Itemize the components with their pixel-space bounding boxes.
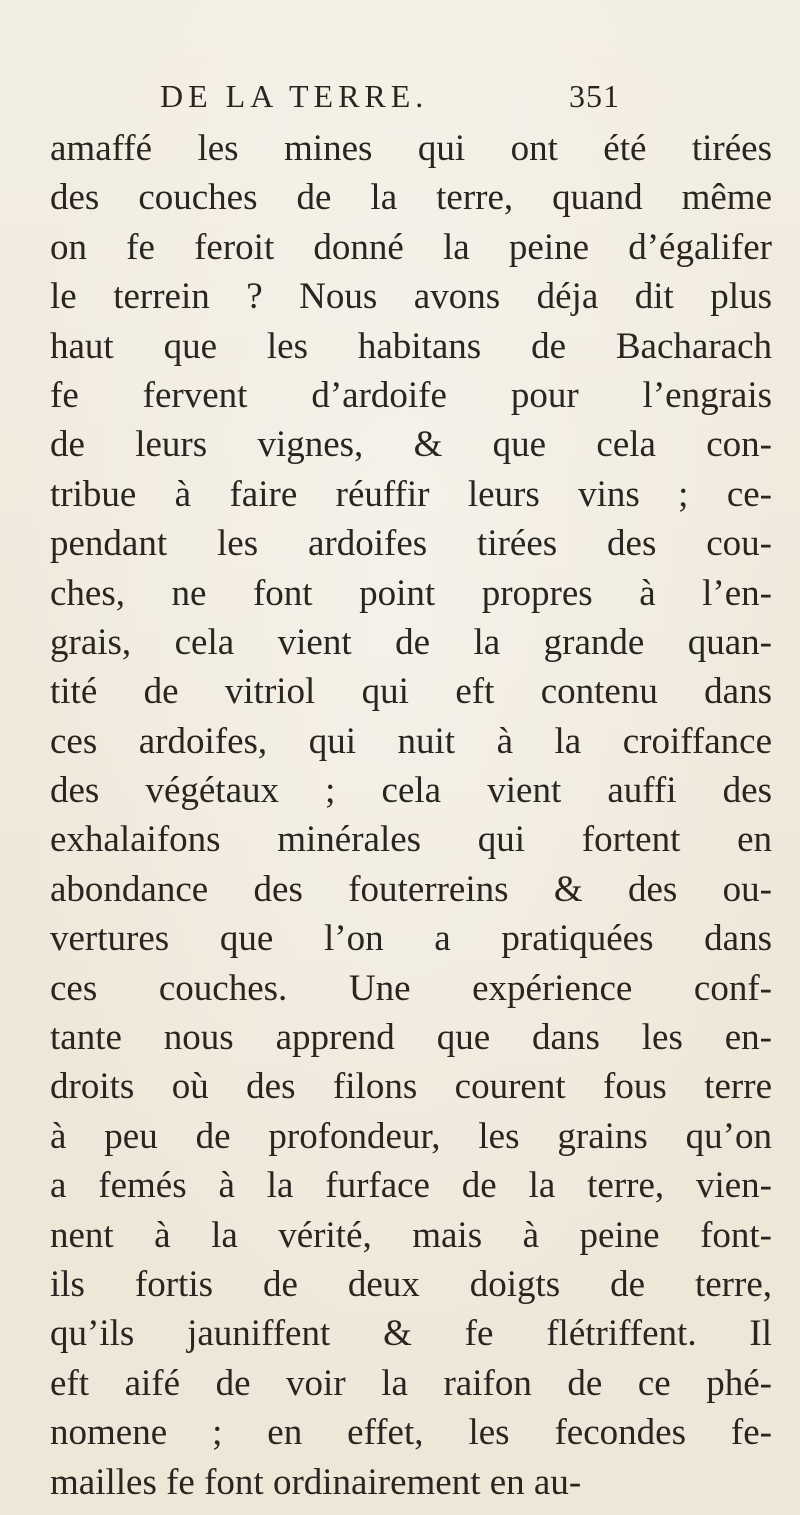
text-line: grais, cela vient de la grande quan-: [50, 621, 772, 663]
text-line: à peu de profondeur, les grains qu’on: [50, 1115, 772, 1157]
text-line: ches, ne font point propres à l’en-: [50, 572, 772, 614]
text-line: nomene ; en effet, les fecondes fe-: [50, 1412, 772, 1454]
text-line: de leurs vignes, & que cela con-: [50, 424, 772, 466]
text-line: des couches de la terre, quand même: [50, 177, 772, 219]
text-line: tribue à faire réuffir leurs vins ; ce-: [50, 473, 772, 515]
text-line: haut que les habitans de Bacharach: [50, 325, 772, 367]
text-line: vertures que l’on a pratiquées dans: [50, 918, 772, 960]
text-line: ils fortis de deux doigts de terre,: [50, 1263, 772, 1305]
text-line: le terrein ? Nous avons déja dit plus: [50, 276, 772, 318]
body-text: [50, 124, 772, 1507]
text-line: qu’ils jauniffent & fe flétriffent. Il: [50, 1313, 772, 1355]
text-line: nent à la vérité, mais à peine font-: [50, 1214, 772, 1256]
text-line: eft aifé de voir la raifon de ce phé-: [50, 1362, 772, 1404]
text-line: ces couches. Une expérience conf-: [50, 967, 772, 1009]
text-line: fe fervent d’ardoife pour l’engrais: [50, 374, 772, 416]
page-number: 351: [569, 78, 620, 114]
text-line: tante nous apprend que dans les en-: [50, 1017, 772, 1059]
text-line: abondance des fouterreins & des ou-: [50, 868, 772, 910]
text-line: mailles fe font ordinairement en au-: [50, 1461, 582, 1503]
text-line: a femés à la furface de la terre, vien-: [50, 1165, 772, 1207]
running-title: DE LA TERRE.: [160, 78, 429, 114]
text-line: tité de vitriol qui eft contenu dans: [50, 671, 772, 713]
text-line: pendant les ardoifes tirées des cou-: [50, 523, 772, 565]
text-line: on fe feroit donné la peine d’égalifer: [50, 226, 772, 268]
text-line: ces ardoifes, qui nuit à la croiffance: [50, 720, 772, 762]
page-header: [160, 78, 620, 122]
text-line: droits où des filons courent fous terre: [50, 1066, 772, 1108]
text-line: amaffé les mines qui ont été tirées: [50, 128, 772, 169]
text-line: des végétaux ; cela vient auffi des: [50, 770, 772, 812]
text-line: exhalaifons minérales qui fortent en: [50, 819, 772, 861]
